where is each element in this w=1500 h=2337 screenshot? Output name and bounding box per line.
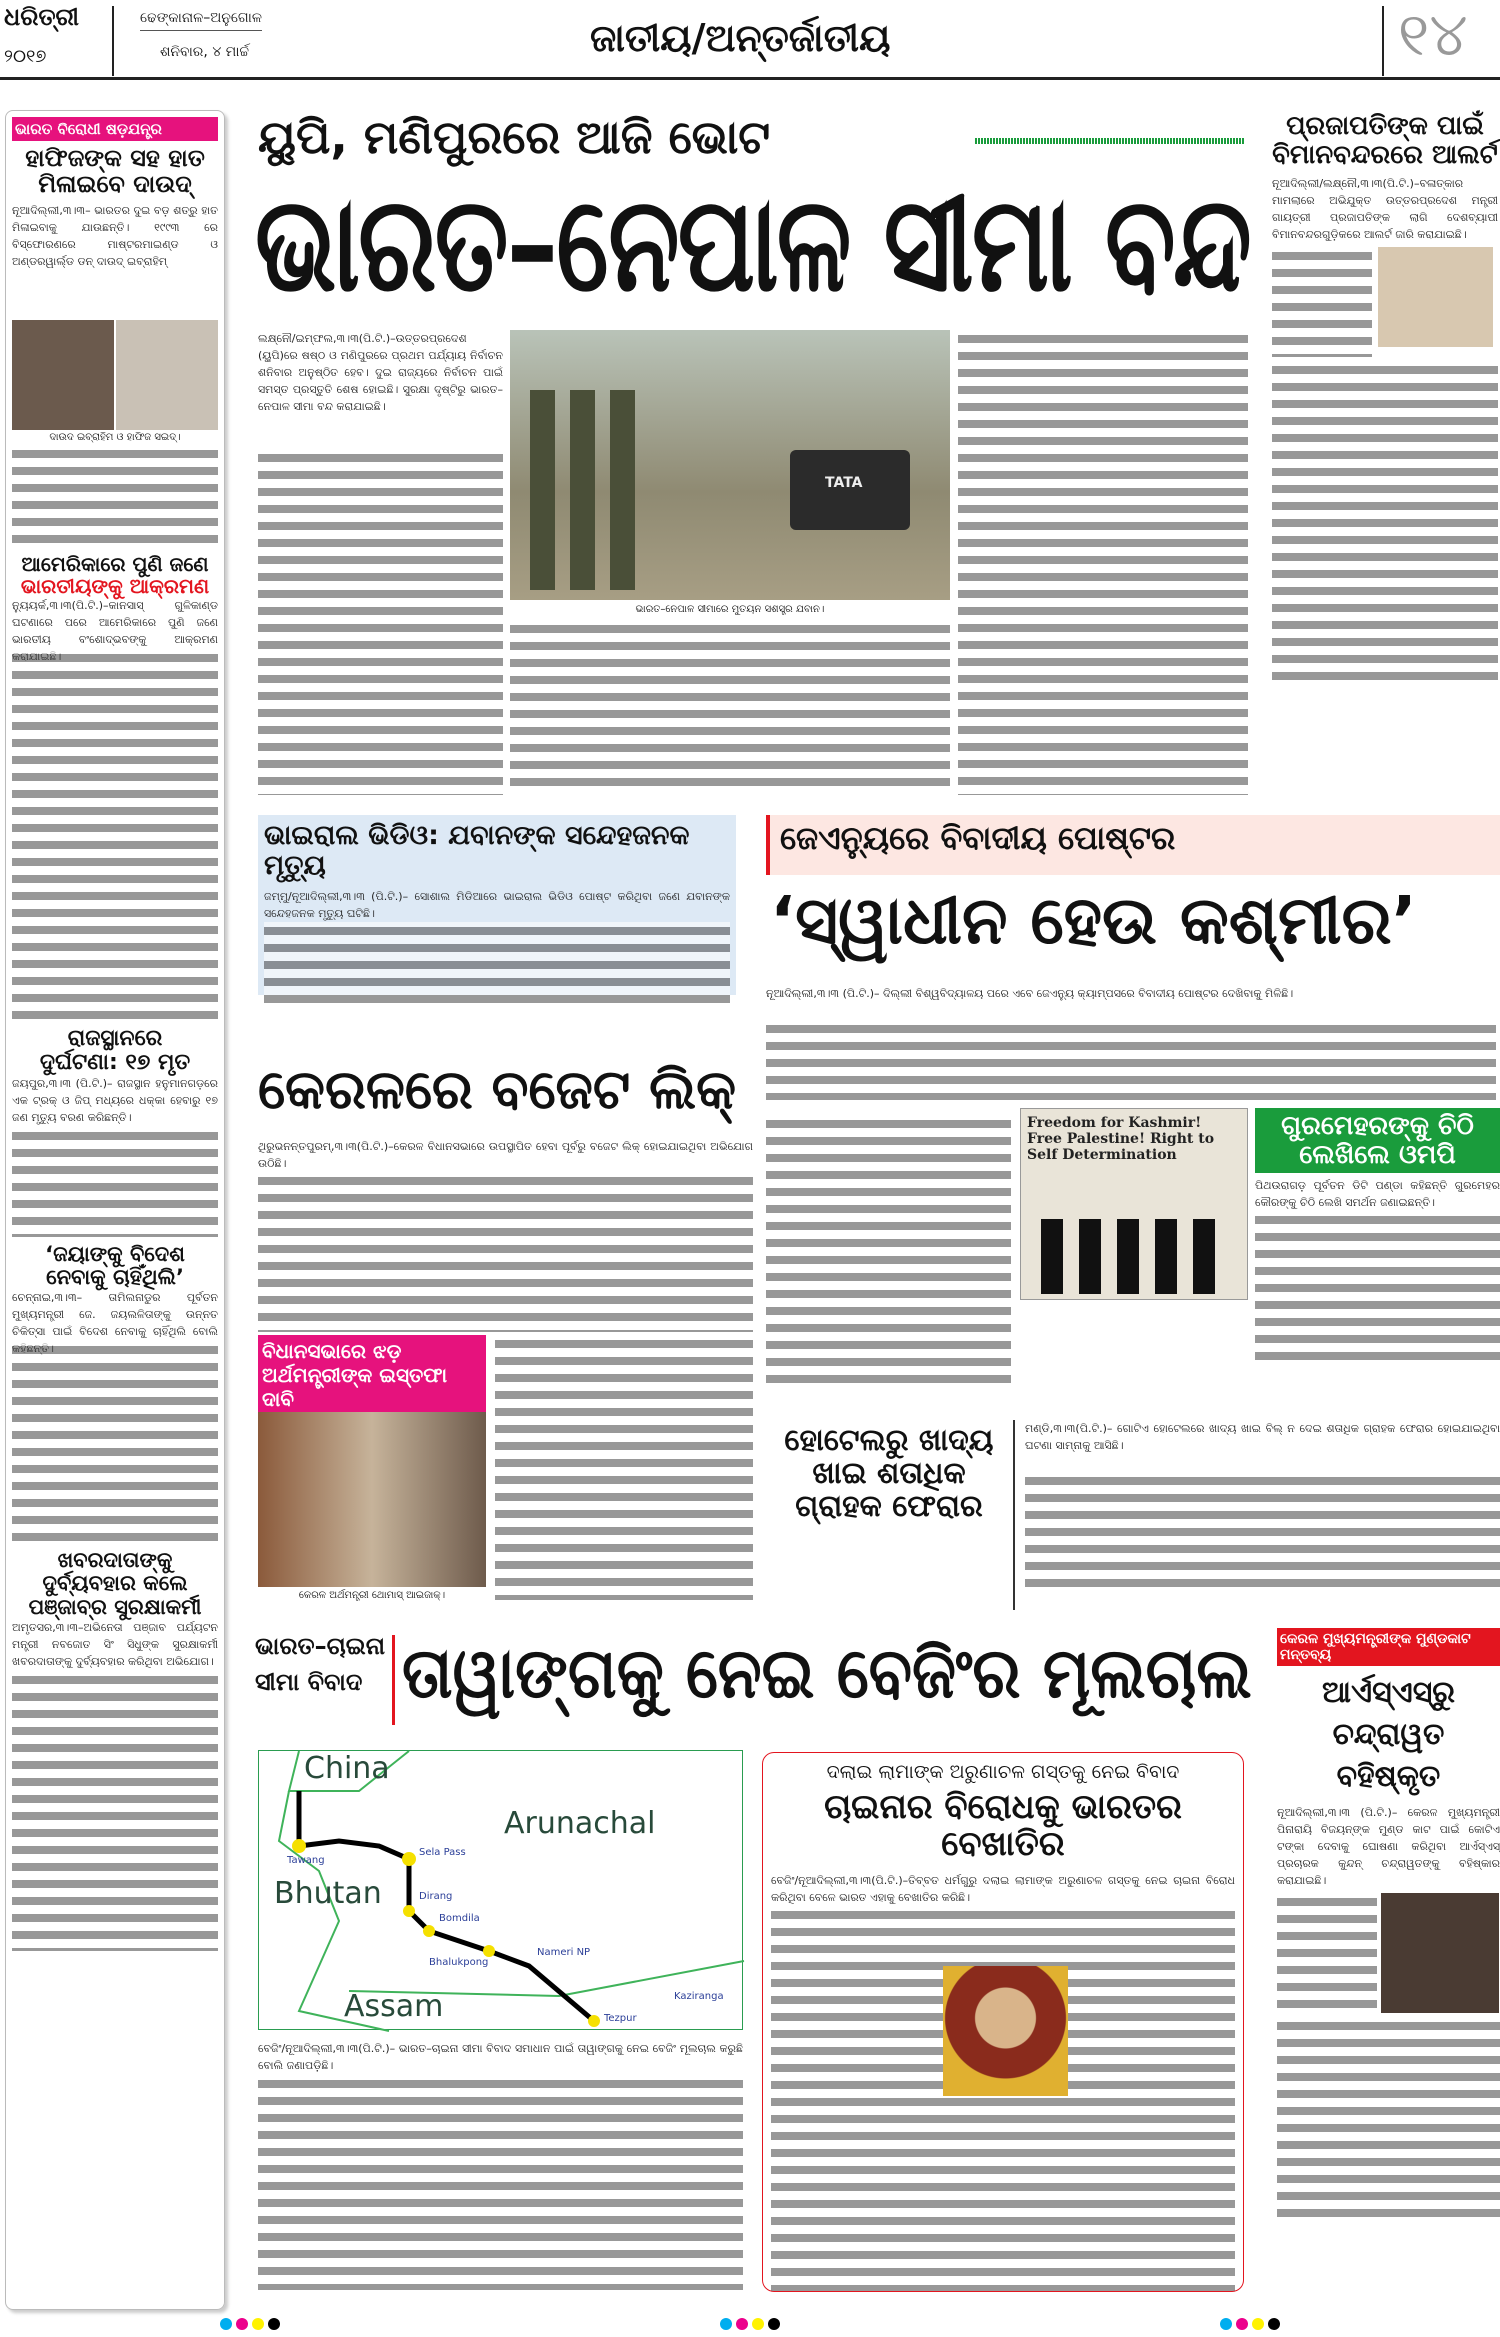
map-label-dirang: Dirang bbox=[419, 1891, 453, 1902]
border-photo bbox=[510, 330, 950, 600]
article-body: ବେଜିଂ/ନୂଆଦିଲ୍ଲୀ,୩।୩(ପି.ଟି.)–ତିବ୍ବତ ଧର୍ମଗୁରୁ ଦଲାଇ ଲାମାଙ୍କ ଅରୁଣାଚଳ ଗସ୍ତକୁ ନେଇ ଚାଇନା ବିରୋଧ କରିଥିବା ବେଳେ ଭାରତ ଏହାକୁ ବେଖାତିର କରିଛି। bbox=[771, 1873, 1235, 1904]
right-top-article bbox=[1272, 112, 1498, 797]
dalai-box bbox=[762, 1752, 1244, 2292]
photo-caption: ଭାରତ–ନେପାଳ ସୀମାରେ ମୁତୟନ ସଶସ୍ତ୍ର ଯବାନ। bbox=[635, 604, 825, 615]
map-label-tawang: Tawang bbox=[287, 1855, 325, 1866]
article-body: ନୂଆଦିଲ୍ଲୀ,୩।୩– ଭାରତର ଦୁଇ ବଡ଼ ଶତ୍ରୁ ହାତ ମିଳାଇବାକୁ ଯାଉଛନ୍ତି। ୧୯୯୩ ରେ ବିସ୍ଫୋରଣରେ ମାଷ୍ଟରମାଇଣ୍ଡ ଓ ଅଣ୍ଡରୱାର୍ଲ୍ଡ ଡନ୍ ଦାଉଦ୍ ଇବ୍ରାହିମ୍ bbox=[12, 203, 218, 268]
article-headline: ଚାଇନାର ବିରୋଧକୁ ଭାରତର ବେଖାତିର bbox=[824, 1787, 1182, 1865]
poster-text: Freedom for Kashmir! Free Palestine! Right to Self Determination bbox=[1027, 1115, 1215, 1163]
viral-video-box bbox=[258, 815, 736, 995]
lead-headline: ଭାରତ–ନେପାଳ ସୀମା ବନ୍ଦ bbox=[255, 167, 1250, 321]
article-headline: ‘ସ୍ୱାଧୀନ ହେଉ କଶ୍ମୀର’ bbox=[770, 882, 1417, 959]
article-body: ମଣ୍ଡି,୩।୩(ପି.ଟି.)– ଗୋଟିଏ ହୋଟେଲରେ ଖାଦ୍ୟ ଖାଇ ବିଲ୍ ନ ଦେଇ ଶତାଧିକ ଗ୍ରାହକ ଫେରାର ହୋଇଯାଇଥିବା ଘଟଣା ସାମ୍ନାକୁ ଆସିଛି। bbox=[1025, 1422, 1500, 1452]
page-number: ୧୪ bbox=[1398, 0, 1468, 70]
kashmir-poster-photo bbox=[1020, 1108, 1248, 1300]
chandrawat-photo bbox=[1381, 1893, 1499, 2013]
photo-caption: କେରଳ ଅର୍ଥମନ୍ତ୍ରୀ ଥୋମାସ୍ ଆଇଜାକ୍। bbox=[298, 1590, 446, 1601]
dawood-photo bbox=[12, 320, 114, 430]
article-headline: ଆମେରିକାରେ ପୁଣି ଜଣେ bbox=[21, 551, 209, 576]
soldiers bbox=[530, 390, 650, 590]
section-title: ଜାତୀୟ/ଅନ୍ତର୍ଜାତୀୟ bbox=[590, 16, 891, 60]
article-body: ନ୍ୟୁୟର୍କ,୩।୩(ପି.ଟି.)–କାନସାସ୍ ଗୁଳିକାଣ୍ଡ ଘଟଣାରେ ପରେ ଆମେରିକାରେ ପୁଣି ଜଣେ ଭାରତୀୟ ବଂଶୋଦ୍ଭବଙ୍କୁ ଆକ୍ରମଣ bbox=[12, 598, 218, 646]
left-column bbox=[5, 110, 225, 2310]
article-body: ଅମୃତସର,୩।୩–ଅଭିନେତା ପଞ୍ଜାବ ପର୍ଯ୍ୟଟନ ମନ୍ତ୍ରୀ ନବଜୋତ ସିଂ ସିଧୁଙ୍କ ସୁରକ୍ଷାକର୍ମୀ ଖବରଦାତାଙ୍କୁ ଦୁର୍ବ୍ୟବହାର କରିଥିବା ଅଭିଯୋଗ। bbox=[12, 1620, 218, 1668]
article-kicker: ଦଲାଇ ଲାମାଙ୍କ ଅରୁଣାଚଳ ଗସ୍ତକୁ ନେଇ ବିବାଦ bbox=[826, 1761, 1180, 1783]
lead-kicker: ୟୁପି, ମଣିପୁରରେ ଆଜି ଭୋଟ bbox=[258, 110, 771, 164]
green-rule bbox=[975, 138, 1245, 144]
lead-headline-frame bbox=[255, 167, 1250, 327]
article-headline: ଖବରଦାତାଙ୍କୁ ଦୁର୍ବ୍ୟବହାର କଲେ ପଞ୍ଜାବ୍ର ସୁରକ୍ଷାକର୍ମୀ bbox=[28, 1548, 202, 1619]
article-headline: ଗୁରମେହରଙ୍କୁ ଚିଠି ଲେଖିଲେ ଓମପି bbox=[1281, 1111, 1474, 1170]
truck-label: TATA bbox=[825, 475, 863, 491]
hotel-box bbox=[765, 1420, 1015, 1610]
article-body: ବେଜିଂ/ନୂଆଦିଲ୍ଲୀ,୩।୩(ପି.ଟି.)– ଭାରତ–ଚାଇନା ସୀମା ବିବାଦ ସମାଧାନ ପାଇଁ ତାୱାଙ୍ଗକୁ ନେଇ ବେଜିଂ ମୂଲଚାଲ କରୁଛି ବୋଲି ଜଣାପଡ଼ିଛି। bbox=[258, 2042, 743, 2072]
hafiz-photo bbox=[116, 320, 218, 430]
article-headline: କେରଳରେ ବଜେଟ ଲିକ୍ bbox=[258, 1058, 736, 1121]
prajapati-photo bbox=[1378, 247, 1493, 347]
paper-name: ଧରିତ୍ରୀ bbox=[4, 3, 79, 31]
date: ଶନିବାର, ୪ ମାର୍ଚ୍ଚ bbox=[160, 44, 250, 60]
gurmehar-box bbox=[1255, 1108, 1500, 1173]
registration-marks bbox=[0, 2315, 1500, 2334]
map-label-assam: Assam bbox=[344, 1989, 444, 2024]
map-label-bhalukpong: Bhalukpong bbox=[429, 1957, 489, 1968]
map-label-china: China bbox=[304, 1751, 390, 1786]
tawang-tag: ଭାରତ–ଚାଇନା ସୀମା ବିବାଦ bbox=[255, 1632, 386, 1696]
edition: ଢେଙ୍କାନାଳ–ଅନୁଗୋଳ bbox=[140, 10, 262, 31]
map-label-kaziranga: Kaziranga bbox=[674, 1991, 724, 2002]
article-headline: ହାଫିଜଙ୍କ ସହ ହାତ ମିଳାଇବେ ଦାଉଦ୍ bbox=[25, 144, 205, 199]
article-body: ନୂଆଦିଲ୍ଲୀ,୩।୩ (ପି.ଟି.)– କେରଳ ମୁଖ୍ୟମନ୍ତ୍ରୀ ପିନାରାୟି ବିଜୟନ୍ଙ୍କ ମୁଣ୍ଡ କାଟ ପାଇଁ କୋଟିଏ ଟଙ୍କା ଦେବାକୁ ଘୋଷଣା କରିଥିବା ଆର୍ଏସ୍ଏସ୍ ପ୍ରଚାରକ କୁନ୍ଦନ୍ ଚନ୍ଦ୍ରାୱତଙ୍କୁ ବହିଷ୍କାର କରାଯାଇଛି। bbox=[1277, 1806, 1500, 1887]
map-label-nameri: Nameri NP bbox=[537, 1947, 591, 1958]
masthead bbox=[0, 0, 1500, 80]
tawang-headline-frame bbox=[402, 1632, 1252, 1735]
map-label-bhutan: Bhutan bbox=[274, 1876, 382, 1911]
gurmehar-article bbox=[1255, 1108, 1500, 1398]
map-label-sela-pass: Sela Pass bbox=[419, 1847, 466, 1858]
article-headline: ‘ଜୟାଙ୍କୁ ବିଦେଶ ନେବାକୁ ଚାହିଁଥିଲି’ bbox=[45, 1242, 185, 1290]
article-body: ଜୟପୁର,୩।୩ (ପି.ଟି.)– ରାଜସ୍ଥାନ ହନୁମାନଗଡ଼ରେ ଏକ ଟ୍ରକ୍ ଓ ଜିପ୍ ମଧ୍ୟରେ ଧକ୍କା ହେବାରୁ ୧୭ ଜଣ ମୃତ୍ୟୁ ବରଣ କରିଛନ୍ତି। bbox=[12, 1077, 218, 1125]
article-body: ନୂଆଦିଲ୍ଲୀ/ଲକ୍ଷ୍ନୌ,୩।୩(ପି.ଟି.)–ବଳାତ୍କାର ମାମଲାରେ ଅଭିଯୁକ୍ତ ଉତ୍ତରପ୍ରଦେଶ ମନ୍ତ୍ରୀ ଗାୟତ୍ରୀ ପ୍ରଜାପତିଙ୍କ ଲାଗି ଦେଶବ୍ୟାପୀ ବିମାନବନ୍ଦରଗୁଡ଼ିକରେ ଆଲର୍ଟ ଜାରି କରାଯାଇଛି। bbox=[1272, 177, 1498, 242]
map-label-arunachal: Arunachal bbox=[504, 1806, 656, 1841]
map-label-bomdila: Bomdila bbox=[439, 1913, 480, 1924]
tag-label: କେରଳ ମୁଖ୍ୟମନ୍ତ୍ରୀଙ୍କ ମୁଣ୍ଡକାଟ ମନ୍ତବ୍ୟ bbox=[1277, 1628, 1500, 1666]
rss-article bbox=[1277, 1628, 1500, 2293]
tag-label: ଭାରତ ବିରୋଧୀ ଷଡ଼ଯନ୍ତ୍ର bbox=[12, 117, 218, 141]
dalai-lama-photo bbox=[943, 1966, 1068, 2096]
article-headline: ଭାରତୀୟଙ୍କୁ ଆକ୍ରମଣ bbox=[20, 573, 210, 598]
article-headline: ତାୱାଙ୍ଗକୁ ନେଇ ବେଜିଂର ମୂଲଚାଲ bbox=[402, 1632, 1252, 1714]
article-body: ପିଥଉରାଗଡ଼ ପୂର୍ବତନ ଡିଟି ପଣ୍ଡା କହିଛନ୍ତି ଗୁରମେହର କୌରଙ୍କୁ ଚିଠି ଲେଖି ସମର୍ଥନ ଜଣାଇଛନ୍ତି। bbox=[1255, 1179, 1500, 1210]
article-headline: ଆର୍ଏସ୍ଏସ୍ରୁ ଚନ୍ଦ୍ରାୱତ ବହିଷ୍କୃତ bbox=[1321, 1675, 1456, 1794]
jnu-kicker-box bbox=[766, 815, 1500, 875]
map bbox=[258, 1750, 743, 2030]
article-headline: ହୋଟେଲରୁ ଖାଦ୍ୟ ଖାଇ ଶତାଧିକ ଗ୍ରାହକ ଫେରାର bbox=[784, 1423, 994, 1524]
year: ୨୦୧୭ bbox=[4, 46, 47, 67]
article-body: ଥିରୁଭନନ୍ତପୁରମ୍,୩।୩(ପି.ଟି.)–କେରଳ ବିଧାନସଭାରେ ଉପସ୍ଥାପିତ ହେବା ପୂର୍ବରୁ ବଜେଟ ଲିକ୍ ହୋଇଯାଇଥିବା ଅଭିଯୋଗ ଉଠିଛି। bbox=[258, 1140, 753, 1170]
photo-caption: ଦାଉଦ ଇବ୍ରାହିମ ଓ ହାଫିଜ ସଇଦ୍। bbox=[49, 431, 181, 443]
article-headline: ଦୁର୍ଘଟଣା: ୧୭ ମୃତ bbox=[39, 1049, 191, 1075]
map-label-tezpur: Tezpur bbox=[604, 2013, 637, 2024]
article-body: ନୂଆଦିଲ୍ଲୀ,୩।୩ (ପି.ଟି.)– ଦିଲ୍ଲୀ ବିଶ୍ୱବିଦ୍ୟାଳୟ ପରେ ଏବେ ଜେଏନ୍ୟୁ କ୍ୟାମ୍ପସରେ ବିବାଦୀୟ ପୋଷ୍ଟର ଦେଖିବାକୁ ମିଳିଛି। bbox=[766, 987, 1294, 1000]
lead-body: ଲକ୍ଷ୍ନୌ/ଇମ୍ଫଲ,୩।୩(ପି.ଟି.)–ଉତ୍ତରପ୍ରଦେଶ (ୟୁପି)ରେ ଷଷ୍ଠ ଓ ମଣିପୁରରେ ପ୍ରଥମ ପର୍ଯ୍ୟାୟ ନିର୍ବାଚନ ଶନିବାର ଅନୁଷ୍ଠିତ ହେବ। ଦୁଇ ରାଜ୍ୟରେ ନିର୍ବାଚନ ପାଇଁ ସମସ୍ତ ପ୍ରସ୍ତୁତି ଶେଷ ହୋଇଛି। ସୁରକ୍ଷା ଦୃଷ୍ଟିରୁ ଭାରତ–ନେପାଳ ସୀମା ବନ୍ଦ କରାଯାଇଛି। bbox=[258, 330, 503, 450]
tag-label: ବିଧାନସଭାରେ ଝଡ଼ ଅର୍ଥମନ୍ତ୍ରୀଙ୍କ ଇସ୍ତଫା ଦାବି bbox=[258, 1335, 486, 1415]
article-headline: ପ୍ରଜାପତିଙ୍କ ପାଇଁ ବିମାନବନ୍ଦରରେ ଆଲର୍ଟ bbox=[1272, 111, 1498, 170]
article-headline: ରାଜସ୍ଥାନରେ bbox=[67, 1025, 163, 1051]
minister-photo bbox=[258, 1412, 486, 1587]
article-body: ଜମ୍ମୁ/ନୂଆଦିଲ୍ଲୀ,୩।୩ (ପି.ଟି.)– ସୋଶାଲ ମିଡିଆରେ ଭାଇରାଲ ଭିଡିଓ ପୋଷ୍ଟ କରିଥିବା ଜଣେ ଯବାନଙ୍କ ସନ୍ଦେହଜନକ ମୃତ୍ୟୁ ଘଟିଛି। bbox=[264, 890, 730, 921]
photo-pair bbox=[12, 320, 218, 430]
article-body: ଚେନ୍ନାଇ,୩।୩– ତାମିଲନାଡୁର ପୂର୍ବତନ ମୁଖ୍ୟମନ୍ତ୍ରୀ ଜେ. ଜୟଲଳିତାଙ୍କୁ ଉନ୍ନତ ଚିକିତ୍ସା ପାଇଁ ବିଦେଶ ନେବାକୁ ଚାହିଁଥିଲି ବୋଲି bbox=[12, 1291, 218, 1339]
article-kicker: ଜେଏନ୍ୟୁରେ ବିବାଦୀୟ ପୋଷ୍ଟର bbox=[780, 819, 1176, 857]
article-headline: ଭାଇରାଲ ଭିଡିଓ: ଯବାନଙ୍କ ସନ୍ଦେହଜନକ ମୃତ୍ୟୁ bbox=[264, 820, 690, 881]
